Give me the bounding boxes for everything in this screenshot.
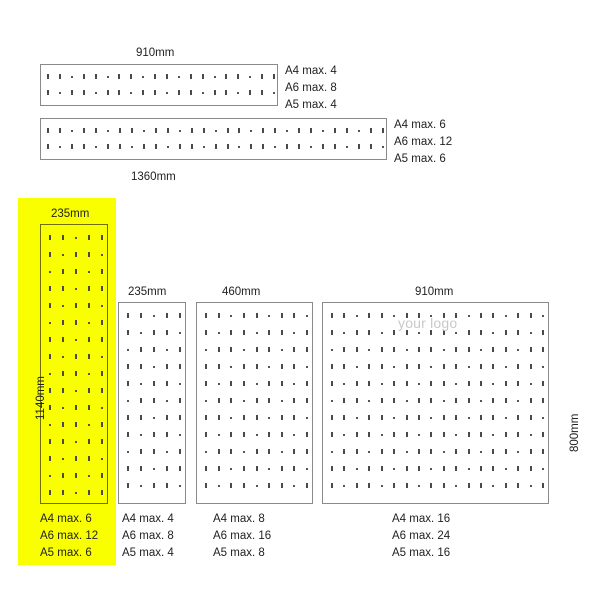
capacity-a4: A4 max. 16 <box>392 513 451 525</box>
logo-placeholder-text: your logo <box>398 315 458 331</box>
dimension-label-mid-460-width: 460mm <box>222 286 261 298</box>
capacity-a6: A6 max. 8 <box>122 530 174 542</box>
capacity-a4: A4 max. 4 <box>285 65 337 77</box>
dimension-label-top-1360-width: 1360mm <box>131 171 176 183</box>
capacity-list-top-910 <box>285 63 337 114</box>
capacity-list-small-235 <box>122 511 174 562</box>
capacity-list-tall-235 <box>40 511 98 562</box>
capacity-a6: A6 max. 12 <box>394 136 453 148</box>
capacity-a5: A5 max. 8 <box>213 547 265 559</box>
capacity-a4: A4 max. 8 <box>213 513 265 525</box>
capacity-a5: A5 max. 4 <box>122 547 174 559</box>
hole-pattern <box>41 119 386 159</box>
dimension-label-tall-235-width: 235mm <box>51 208 90 220</box>
capacity-list-top-1360 <box>394 117 452 168</box>
hole-pattern <box>323 303 548 503</box>
capacity-a6: A6 max. 8 <box>285 82 337 94</box>
hole-pattern <box>119 303 185 503</box>
capacity-a5: A5 max. 6 <box>40 547 92 559</box>
capacity-list-wide-910 <box>392 511 450 562</box>
capacity-a5: A5 max. 16 <box>392 547 451 559</box>
capacity-a6: A6 max. 24 <box>392 530 451 542</box>
hole-pattern <box>197 303 312 503</box>
capacity-a4: A4 max. 4 <box>122 513 174 525</box>
dimension-label-wide-910-width: 910mm <box>415 286 454 298</box>
panel-tall-235 <box>40 224 108 504</box>
panel-small-235 <box>118 302 186 504</box>
capacity-a6: A6 max. 12 <box>40 530 99 542</box>
dimension-label-tall-235-height: 1140mm <box>35 376 47 420</box>
panel-top-910 <box>40 64 278 106</box>
capacity-a5: A5 max. 6 <box>394 153 446 165</box>
hole-pattern <box>41 225 107 503</box>
capacity-a6: A6 max. 16 <box>213 530 272 542</box>
dimension-label-small-235-width: 235mm <box>128 286 167 298</box>
capacity-a4: A4 max. 6 <box>40 513 92 525</box>
hole-pattern <box>41 65 277 105</box>
dimension-label-wide-910-height: 800mm <box>569 413 581 452</box>
panel-wide-910 <box>322 302 549 504</box>
dimension-label-top-910-width: 910mm <box>136 47 175 59</box>
capacity-list-mid-460 <box>213 511 271 562</box>
capacity-a5: A5 max. 4 <box>285 99 337 111</box>
capacity-a4: A4 max. 6 <box>394 119 446 131</box>
panel-top-1360 <box>40 118 387 160</box>
panel-mid-460 <box>196 302 313 504</box>
